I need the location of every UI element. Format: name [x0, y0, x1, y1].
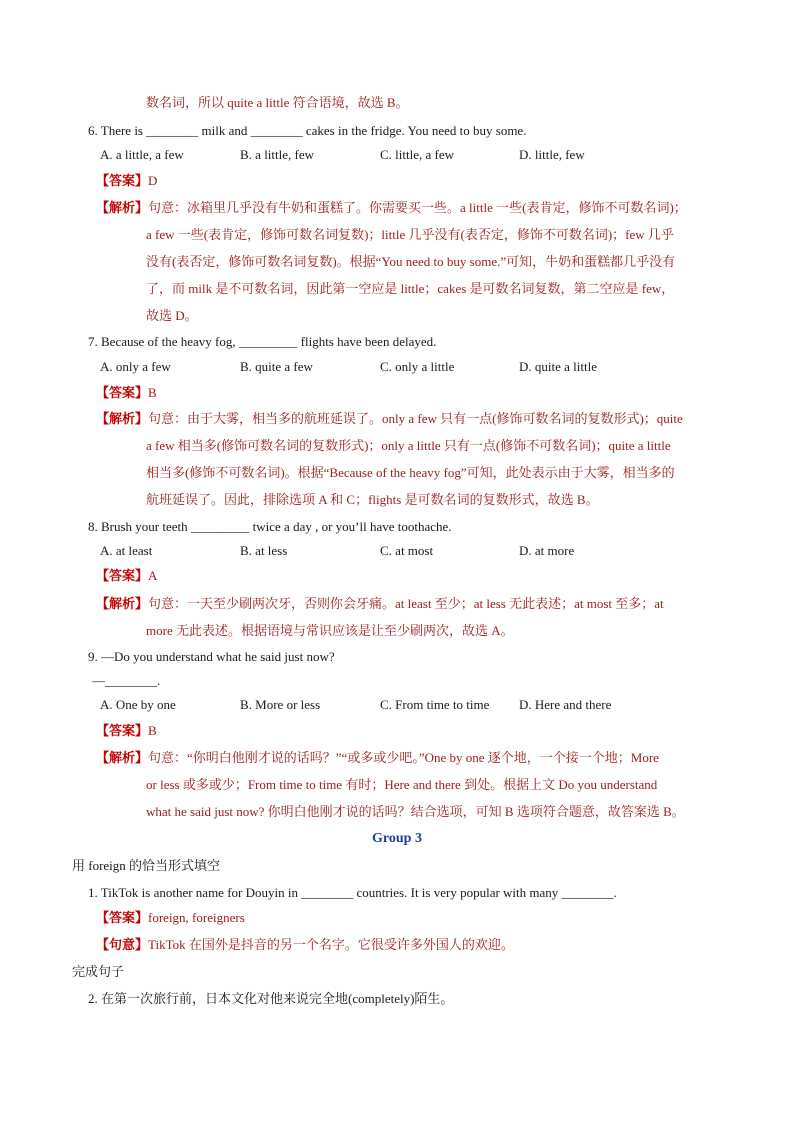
- q8-option-a: A. at least: [100, 543, 153, 558]
- q6-option-d: D. little, few: [519, 147, 585, 162]
- q9-answer: 【答案】B: [96, 723, 157, 738]
- q8-option-b: B. at less: [240, 543, 288, 558]
- q6-option-c: C. little, a few: [380, 147, 455, 162]
- q6-option-b: B. a little, few: [240, 147, 315, 162]
- q9-explanation-1: 【解析】句意：“你明白他刚才说的话吗？”“或多或少吧。”One by one 逐个地，一个接一个地；More: [96, 750, 659, 765]
- q9-explanation-2: or less 或多或少；From time to time 有时；Here and there 到处。根据上文 Do you understand: [146, 777, 658, 792]
- q7-option-c: C. only a little: [380, 359, 455, 374]
- section-instruction-complete: 完成句子: [72, 964, 125, 979]
- q8-option-d: D. at more: [519, 543, 575, 558]
- q8-answer: 【答案】A: [96, 568, 158, 583]
- q7-explanation-4: 航班延误了。因此，排除选项 A 和 C；flights 是可数名词的复数形式，故选 B。: [146, 492, 599, 507]
- q7-answer: 【答案】B: [96, 385, 157, 400]
- q6-option-a: A. a little, a few: [100, 147, 184, 162]
- q7-explanation-1: 【解析】句意：由于大雾，相当多的航班延误了。only a few 只有一点(修饰可数名词的复数形式)；quite: [96, 411, 683, 426]
- q6-explanation-3: 没有(表否定，修饰可数名词复数)。根据“You need to buy some.”可知，牛奶和蛋糕都几乎没有: [146, 254, 676, 269]
- q6-explanation-4: 了，而 milk 是不可数名词，因此第一空应是 little；cakes 是可数名词复数，第二空应是 few，: [146, 281, 675, 296]
- group3-question-2: 2. 在第一次旅行前，日本文化对他来说完全地(completely)陌生。: [88, 991, 454, 1006]
- question-7: 7. Because of the heavy fog, _________ flights have been delayed.: [88, 334, 437, 349]
- section-instruction-foreign: 用 foreign 的恰当形式填空: [72, 858, 221, 873]
- explanation-continuation: 数名词，所以 quite a little 符合语境，故选 B。: [146, 95, 409, 110]
- q7-option-b: B. quite a few: [240, 359, 313, 374]
- group-heading: Group 3: [372, 831, 422, 846]
- question-6: 6. There is ________ milk and ________ cakes in the fridge. You need to buy some.: [88, 123, 527, 138]
- question-8: 8. Brush your teeth _________ twice a day , or you’ll have toothache.: [88, 519, 452, 534]
- q9-option-d: D. Here and there: [519, 697, 612, 712]
- q9-explanation-3: what he said just now? 你明白他刚才说的话吗？结合选项，可知 B 选项符合题意，故答案选 B。: [146, 804, 685, 819]
- q8-explanation-1: 【解析】句意：一天至少刷两次牙，否则你会牙痛。at least 至少；at less 无此表述；at most 至多；at: [96, 596, 664, 611]
- q6-explanation-2: a few 一些(表肯定，修饰可数名词复数)；little 几乎没有(表否定，修饰不可数名词)；few 几乎: [146, 227, 674, 242]
- q7-option-a: A. only a few: [100, 359, 171, 374]
- q7-option-d: D. quite a little: [519, 359, 597, 374]
- q9-option-a: A. One by one: [100, 697, 176, 712]
- question-9-response: —________.: [92, 673, 161, 688]
- q9-option-c: C. From time to time: [380, 697, 490, 712]
- q6-answer: 【答案】D: [96, 173, 158, 188]
- question-9: 9. —Do you understand what he said just now?: [88, 649, 335, 664]
- q8-option-c: C. at most: [380, 543, 434, 558]
- group3-q1-meaning: 【句意】TikTok 在国外是抖音的另一个名字。它很受许多外国人的欢迎。: [96, 937, 514, 952]
- q6-explanation-1: 【解析】句意：冰箱里几乎没有牛奶和蛋糕了。你需要买一些。a little 一些(表肯定，修饰不可数名词)；: [96, 200, 687, 215]
- group3-q1-answer: 【答案】foreign, foreigners: [96, 910, 245, 925]
- q9-option-b: B. More or less: [240, 697, 321, 712]
- q7-explanation-3: 相当多(修饰不可数名词)。根据“Because of the heavy fog”可知，此处表示由于大雾，相当多的: [146, 465, 675, 480]
- q8-explanation-2: more 无此表述。根据语境与常识应该是让至少刷两次，故选 A。: [146, 623, 514, 638]
- q7-explanation-2: a few 相当多(修饰可数名词的复数形式)；only a little 只有一点(修饰不可数名词)；quite a little: [146, 438, 671, 453]
- q6-explanation-5: 故选 D。: [146, 308, 198, 323]
- group3-question-1: 1. TikTok is another name for Douyin in ________ countries. It is very popular with many ________.: [88, 885, 617, 900]
